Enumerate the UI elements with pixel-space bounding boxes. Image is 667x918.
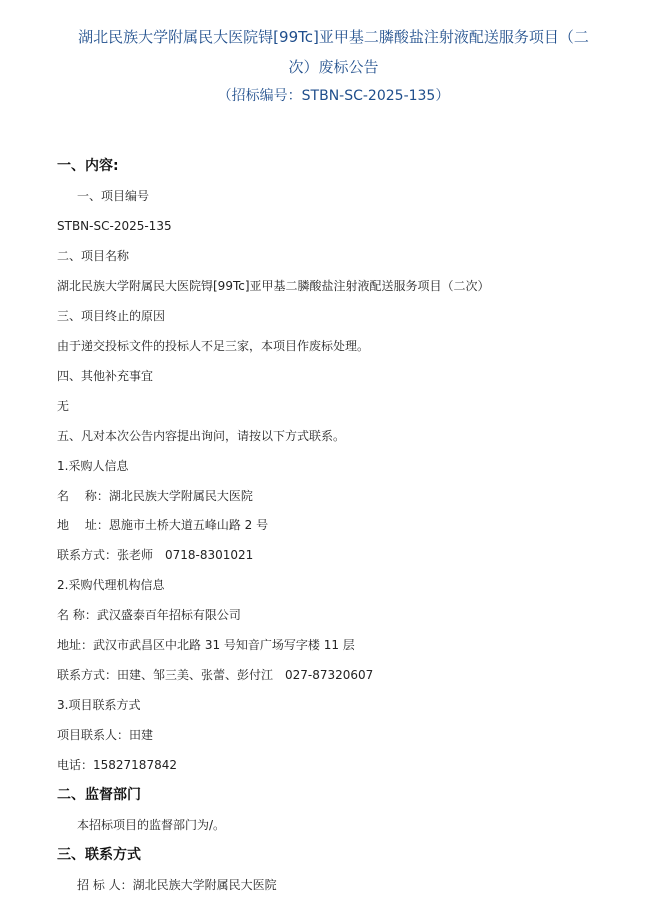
section-content-heading: 一、内容: (57, 158, 119, 174)
agency-name: 名 称：武汉盛泰百年招标有限公司 (57, 608, 241, 622)
project-name-label: 二、项目名称 (57, 249, 130, 263)
bid-number: （招标编号：STBN-SC-2025-135） (217, 88, 450, 104)
project-number-label: 一、项目编号 (77, 189, 150, 203)
project-contact-phone: 电话：15827187842 (57, 758, 177, 772)
notice-title (0, 22, 667, 82)
other-matters-value: 无 (57, 399, 70, 413)
notice-title-line-2: 次）废标公告 (288, 58, 379, 76)
purchaser-contact: 联系方式：张老师 0718-8301021 (57, 548, 254, 562)
purchaser-info-label: 1.采购人信息 (57, 459, 129, 473)
supervision-text: 本招标项目的监督部门为/。 (77, 818, 226, 832)
project-name-value: 湖北民族大学附属民大医院锝[99Tc]亚甲基二膦酸盐注射液配送服务项目（二次） (57, 279, 490, 293)
notice-title-line-1: 湖北民族大学附属民大医院锝[99Tc]亚甲基二膦酸盐注射液配送服务项目（二 (78, 28, 589, 46)
purchaser-address: 地 址：恩施市土桥大道五峰山路 2 号 (57, 518, 269, 532)
project-number-value: STBN-SC-2025-135 (57, 219, 172, 233)
agency-address: 地址：武汉市武昌区中北路 31 号知音广场写字楼 11 层 (57, 638, 355, 652)
termination-reason-value: 由于递交投标文件的投标人不足三家，本项目作废标处理。 (57, 339, 370, 353)
section-supervision-heading: 二、监督部门 (57, 787, 141, 803)
project-contact-label: 3.项目联系方式 (57, 698, 141, 712)
agency-contact: 联系方式：田建、邹三美、张蕾、彭付江 027-87320607 (57, 668, 374, 682)
purchaser-name: 名 称：湖北民族大学附属民大医院 (57, 489, 253, 503)
termination-reason-label: 三、项目终止的原因 (57, 309, 166, 323)
tenderer-text: 招 标 人：湖北民族大学附属民大医院 (77, 878, 277, 892)
inquiry-contact-label: 五、凡对本次公告内容提出询问，请按以下方式联系。 (57, 429, 346, 443)
agency-info-label: 2.采购代理机构信息 (57, 578, 165, 592)
other-matters-label: 四、其他补充事宜 (57, 369, 154, 383)
project-contact-person: 项目联系人：田建 (57, 728, 154, 742)
section-contact-heading: 三、联系方式 (57, 847, 141, 863)
